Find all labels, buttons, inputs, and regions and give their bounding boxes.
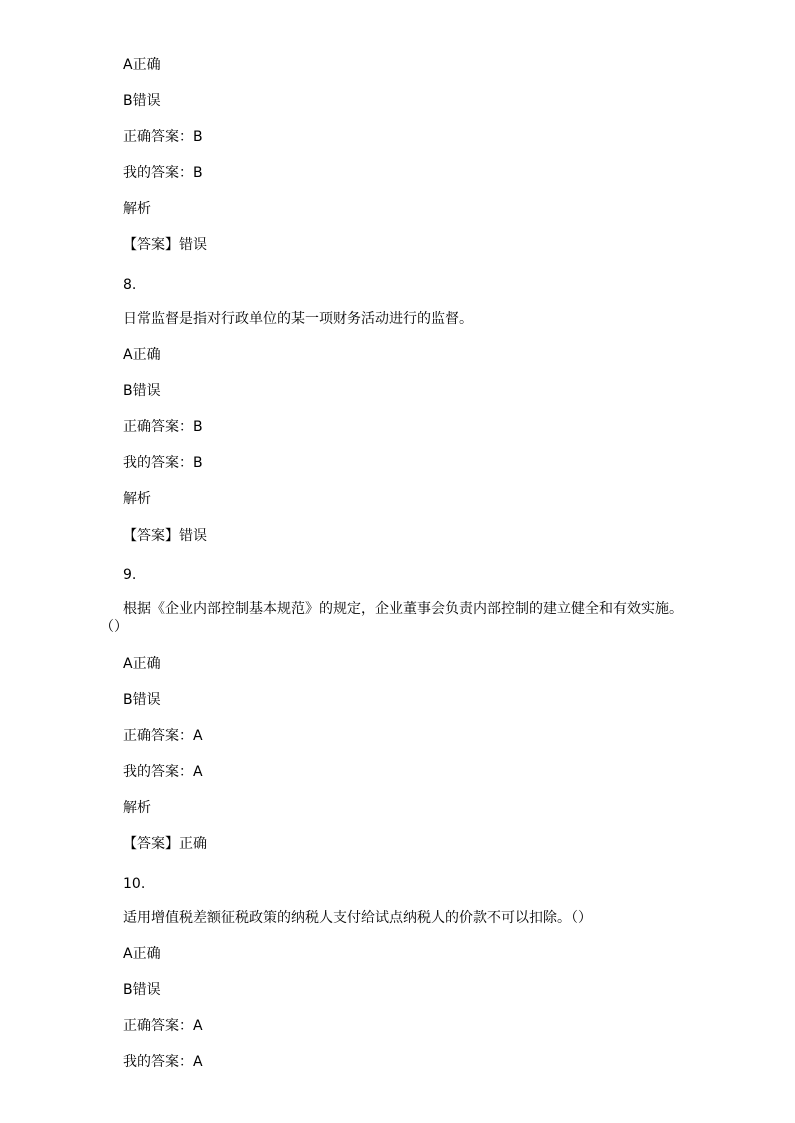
question-text-tail: （） bbox=[100, 619, 128, 635]
analysis-label: 解析 bbox=[123, 491, 151, 507]
my-answer: 我的答案：B bbox=[123, 455, 203, 471]
correct-answer: 正确答案：B bbox=[123, 419, 203, 435]
analysis-label: 解析 bbox=[123, 800, 151, 816]
option-b: B错误 bbox=[123, 692, 161, 708]
question-number: 9. bbox=[123, 567, 137, 583]
answer-explanation: 【答案】正确 bbox=[123, 836, 207, 852]
question-text: 适用增值税差额征税政策的纳税人支付给试点纳税人的价款不可以扣除。（） bbox=[123, 910, 592, 926]
question-text: 根据《企业内部控制基本规范》的规定，企业董事会负责内部控制的建立健全和有效实施。 bbox=[123, 601, 683, 617]
my-answer: 我的答案：B bbox=[123, 165, 203, 181]
correct-answer: 正确答案：A bbox=[123, 1018, 203, 1034]
analysis-label: 解析 bbox=[123, 201, 151, 217]
my-answer: 我的答案：A bbox=[123, 1054, 203, 1070]
question-text: 日常监督是指对行政单位的某一项财务活动进行的监督。 bbox=[123, 311, 473, 327]
my-answer: 我的答案：A bbox=[123, 764, 203, 780]
option-a: A正确 bbox=[123, 57, 161, 73]
question-number: 8. bbox=[123, 277, 137, 293]
option-a: A正确 bbox=[123, 656, 161, 672]
answer-explanation: 【答案】错误 bbox=[123, 528, 207, 544]
option-b: B错误 bbox=[123, 383, 161, 399]
question-number: 10. bbox=[123, 876, 146, 892]
correct-answer: 正确答案：A bbox=[123, 728, 203, 744]
option-a: A正确 bbox=[123, 946, 161, 962]
option-a: A正确 bbox=[123, 347, 161, 363]
option-b: B错误 bbox=[123, 982, 161, 998]
option-b: B错误 bbox=[123, 93, 161, 109]
answer-explanation: 【答案】错误 bbox=[123, 237, 207, 253]
correct-answer: 正确答案：B bbox=[123, 129, 203, 145]
